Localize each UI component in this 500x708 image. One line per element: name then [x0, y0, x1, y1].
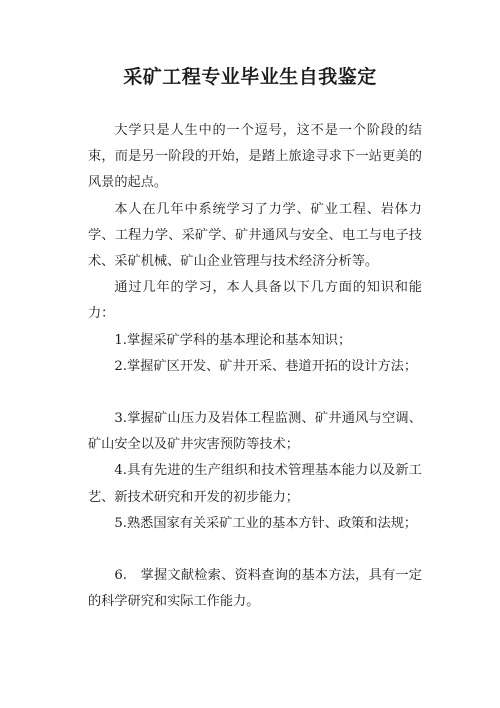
list-item: 3.掌握矿山压力及岩体工程监测、矿井通风与空调、矿山安全以及矿井灾害预防等技术； — [88, 411, 422, 453]
paragraph-abilities-lead: 通过几年的学习，本人具备以下几方面的知识和能力： — [88, 280, 422, 322]
blank-line — [88, 537, 422, 563]
blank-line — [88, 380, 422, 406]
document-body — [88, 118, 422, 615]
document-title: 采矿工程专业毕业生自我鉴定 — [123, 66, 377, 88]
list-item: 5.熟悉国家有关采矿工业的基本方针、政策和法规； — [114, 515, 418, 531]
list-item: 6. 掌握文献检索、资料查询的基本方法，具有一定的科学研究和实际工作能力。 — [88, 568, 422, 610]
list-item: 4.具有先进的生产组织和技术管理基本能力以及新工艺、新技术研究和开发的初步能力； — [88, 463, 422, 505]
list-item: 1.掌握采矿学科的基本理论和基本知识； — [114, 332, 352, 348]
paragraph-intro: 大学只是人生中的一个逗号，这不是一个阶段的结束，而是另一阶段的开始，是踏上旅途寻求下一站更美的风景的起点。 — [88, 123, 422, 191]
paragraph-courses: 本人在几年中系统学习了力学、矿业工程、岩体力学、工程力学、采矿学、矿井通风与安全、电工与电子技术、采矿机械、矿山企业管理与技术经济分析等。 — [88, 201, 422, 270]
list-item: 2.掌握矿区开发、矿井开采、巷道开拓的设计方法； — [114, 358, 418, 374]
